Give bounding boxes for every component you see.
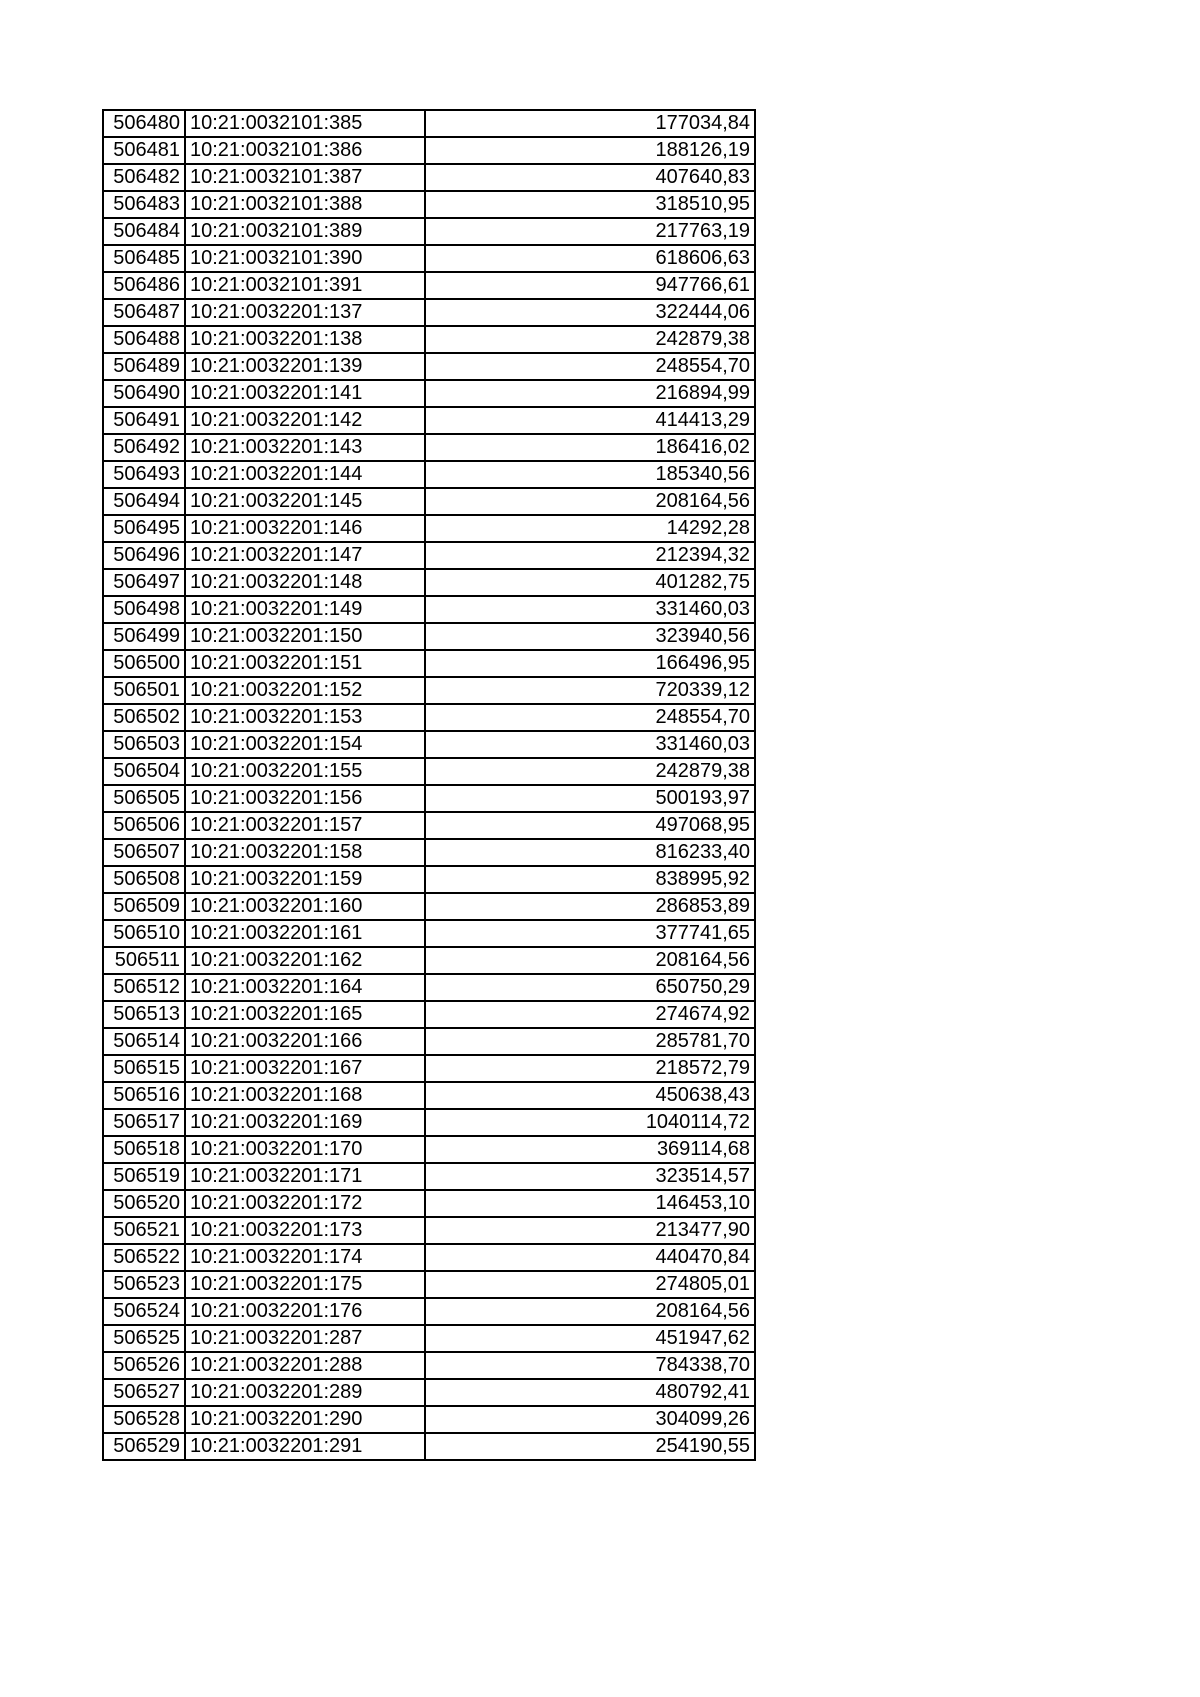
table-row — [103, 758, 755, 785]
row-number-cell: 506493 — [103, 461, 185, 488]
row-number-cell: 506518 — [103, 1136, 185, 1163]
row-number-cell: 506490 — [103, 380, 185, 407]
data-table — [102, 109, 756, 1461]
value-cell: 500193,97 — [425, 785, 755, 812]
value-cell: 242879,38 — [425, 758, 755, 785]
table-row — [103, 785, 755, 812]
row-number-cell: 506501 — [103, 677, 185, 704]
table-row — [103, 1406, 755, 1433]
row-number-cell: 506525 — [103, 1325, 185, 1352]
cadastral-number-cell: 10:21:0032201:162 — [185, 947, 425, 974]
value-cell: 285781,70 — [425, 1028, 755, 1055]
value-cell: 650750,29 — [425, 974, 755, 1001]
row-number-cell: 506494 — [103, 488, 185, 515]
cadastral-number-cell: 10:21:0032201:149 — [185, 596, 425, 623]
cadastral-number-cell: 10:21:0032201:173 — [185, 1217, 425, 1244]
value-cell: 212394,32 — [425, 542, 755, 569]
row-number-cell: 506515 — [103, 1055, 185, 1082]
cadastral-number-cell: 10:21:0032201:171 — [185, 1163, 425, 1190]
row-number-cell: 506524 — [103, 1298, 185, 1325]
table-row — [103, 353, 755, 380]
row-number-cell: 506480 — [103, 110, 185, 137]
table-row — [103, 677, 755, 704]
row-number-cell: 506527 — [103, 1379, 185, 1406]
cadastral-number-cell: 10:21:0032201:175 — [185, 1271, 425, 1298]
value-cell: 318510,95 — [425, 191, 755, 218]
value-cell: 208164,56 — [425, 947, 755, 974]
value-cell: 838995,92 — [425, 866, 755, 893]
cadastral-number-cell: 10:21:0032101:386 — [185, 137, 425, 164]
value-cell: 242879,38 — [425, 326, 755, 353]
table-row — [103, 272, 755, 299]
cadastral-number-cell: 10:21:0032201:170 — [185, 1136, 425, 1163]
row-number-cell: 506500 — [103, 650, 185, 677]
cadastral-number-cell: 10:21:0032201:166 — [185, 1028, 425, 1055]
table-row — [103, 704, 755, 731]
row-number-cell: 506481 — [103, 137, 185, 164]
value-cell: 186416,02 — [425, 434, 755, 461]
cadastral-number-cell: 10:21:0032201:167 — [185, 1055, 425, 1082]
row-number-cell: 506488 — [103, 326, 185, 353]
cadastral-number-cell: 10:21:0032201:139 — [185, 353, 425, 380]
row-number-cell: 506509 — [103, 893, 185, 920]
row-number-cell: 506487 — [103, 299, 185, 326]
cadastral-number-cell: 10:21:0032201:152 — [185, 677, 425, 704]
value-cell: 248554,70 — [425, 353, 755, 380]
table-row — [103, 866, 755, 893]
table-row — [103, 731, 755, 758]
row-number-cell: 506486 — [103, 272, 185, 299]
value-cell: 217763,19 — [425, 218, 755, 245]
cadastral-number-cell: 10:21:0032201:138 — [185, 326, 425, 353]
value-cell: 784338,70 — [425, 1352, 755, 1379]
cadastral-number-cell: 10:21:0032201:168 — [185, 1082, 425, 1109]
value-cell: 377741,65 — [425, 920, 755, 947]
row-number-cell: 506529 — [103, 1433, 185, 1460]
cadastral-number-cell: 10:21:0032201:161 — [185, 920, 425, 947]
cadastral-number-cell: 10:21:0032201:291 — [185, 1433, 425, 1460]
row-number-cell: 506507 — [103, 839, 185, 866]
cadastral-number-cell: 10:21:0032201:145 — [185, 488, 425, 515]
cadastral-number-cell: 10:21:0032201:154 — [185, 731, 425, 758]
value-cell: 401282,75 — [425, 569, 755, 596]
cadastral-number-cell: 10:21:0032201:141 — [185, 380, 425, 407]
row-number-cell: 506489 — [103, 353, 185, 380]
cadastral-number-cell: 10:21:0032101:389 — [185, 218, 425, 245]
value-cell: 166496,95 — [425, 650, 755, 677]
table-row — [103, 1217, 755, 1244]
value-cell: 216894,99 — [425, 380, 755, 407]
table-row — [103, 164, 755, 191]
row-number-cell: 506522 — [103, 1244, 185, 1271]
table-row — [103, 110, 755, 137]
cadastral-number-cell: 10:21:0032201:157 — [185, 812, 425, 839]
row-number-cell: 506512 — [103, 974, 185, 1001]
cadastral-number-cell: 10:21:0032201:289 — [185, 1379, 425, 1406]
value-cell: 254190,55 — [425, 1433, 755, 1460]
row-number-cell: 506483 — [103, 191, 185, 218]
table-row — [103, 1352, 755, 1379]
table-row — [103, 1001, 755, 1028]
cadastral-number-cell: 10:21:0032201:146 — [185, 515, 425, 542]
value-cell: 14292,28 — [425, 515, 755, 542]
value-cell: 274805,01 — [425, 1271, 755, 1298]
row-number-cell: 506495 — [103, 515, 185, 542]
value-cell: 947766,61 — [425, 272, 755, 299]
table-row — [103, 299, 755, 326]
value-cell: 450638,43 — [425, 1082, 755, 1109]
table-row — [103, 245, 755, 272]
table-row — [103, 218, 755, 245]
cadastral-number-cell: 10:21:0032201:169 — [185, 1109, 425, 1136]
row-number-cell: 506520 — [103, 1190, 185, 1217]
table-row — [103, 434, 755, 461]
table-row — [103, 1109, 755, 1136]
table-row — [103, 1055, 755, 1082]
table-row — [103, 1082, 755, 1109]
cadastral-number-cell: 10:21:0032201:144 — [185, 461, 425, 488]
table-row — [103, 974, 755, 1001]
cadastral-number-cell: 10:21:0032201:287 — [185, 1325, 425, 1352]
cadastral-number-cell: 10:21:0032201:174 — [185, 1244, 425, 1271]
table-row — [103, 1136, 755, 1163]
table-row — [103, 1298, 755, 1325]
cadastral-number-cell: 10:21:0032201:176 — [185, 1298, 425, 1325]
table-row — [103, 650, 755, 677]
table-row — [103, 407, 755, 434]
table-row — [103, 920, 755, 947]
row-number-cell: 506511 — [103, 947, 185, 974]
value-cell: 213477,90 — [425, 1217, 755, 1244]
cadastral-number-cell: 10:21:0032101:387 — [185, 164, 425, 191]
value-cell: 407640,83 — [425, 164, 755, 191]
table-row — [103, 1379, 755, 1406]
value-cell: 323514,57 — [425, 1163, 755, 1190]
value-cell: 218572,79 — [425, 1055, 755, 1082]
table-row — [103, 326, 755, 353]
table-row — [103, 380, 755, 407]
table-row — [103, 596, 755, 623]
table-row — [103, 542, 755, 569]
cadastral-number-cell: 10:21:0032201:158 — [185, 839, 425, 866]
row-number-cell: 506503 — [103, 731, 185, 758]
row-number-cell: 506513 — [103, 1001, 185, 1028]
row-number-cell: 506496 — [103, 542, 185, 569]
value-cell: 369114,68 — [425, 1136, 755, 1163]
value-cell: 146453,10 — [425, 1190, 755, 1217]
table-row — [103, 488, 755, 515]
cadastral-number-cell: 10:21:0032201:148 — [185, 569, 425, 596]
cadastral-number-cell: 10:21:0032201:172 — [185, 1190, 425, 1217]
row-number-cell: 506502 — [103, 704, 185, 731]
cadastral-number-cell: 10:21:0032201:147 — [185, 542, 425, 569]
cadastral-number-cell: 10:21:0032201:137 — [185, 299, 425, 326]
value-cell: 322444,06 — [425, 299, 755, 326]
value-cell: 304099,26 — [425, 1406, 755, 1433]
row-number-cell: 506514 — [103, 1028, 185, 1055]
value-cell: 188126,19 — [425, 137, 755, 164]
value-cell: 1040114,72 — [425, 1109, 755, 1136]
value-cell: 331460,03 — [425, 596, 755, 623]
cadastral-number-cell: 10:21:0032101:390 — [185, 245, 425, 272]
cadastral-number-cell: 10:21:0032201:142 — [185, 407, 425, 434]
cadastral-number-cell: 10:21:0032201:151 — [185, 650, 425, 677]
value-cell: 274674,92 — [425, 1001, 755, 1028]
cadastral-number-cell: 10:21:0032201:290 — [185, 1406, 425, 1433]
table-row — [103, 947, 755, 974]
table-row — [103, 1433, 755, 1460]
cadastral-number-cell: 10:21:0032201:143 — [185, 434, 425, 461]
row-number-cell: 506484 — [103, 218, 185, 245]
value-cell: 323940,56 — [425, 623, 755, 650]
cadastral-number-cell: 10:21:0032201:150 — [185, 623, 425, 650]
cadastral-number-cell: 10:21:0032201:156 — [185, 785, 425, 812]
value-cell: 618606,63 — [425, 245, 755, 272]
value-cell: 248554,70 — [425, 704, 755, 731]
value-cell: 208164,56 — [425, 488, 755, 515]
table-row — [103, 1325, 755, 1352]
table-row — [103, 812, 755, 839]
cadastral-number-cell: 10:21:0032201:164 — [185, 974, 425, 1001]
row-number-cell: 506499 — [103, 623, 185, 650]
cadastral-number-cell: 10:21:0032201:288 — [185, 1352, 425, 1379]
value-cell: 208164,56 — [425, 1298, 755, 1325]
table-row — [103, 515, 755, 542]
row-number-cell: 506517 — [103, 1109, 185, 1136]
value-cell: 185340,56 — [425, 461, 755, 488]
row-number-cell: 506485 — [103, 245, 185, 272]
row-number-cell: 506492 — [103, 434, 185, 461]
row-number-cell: 506482 — [103, 164, 185, 191]
cadastral-number-cell: 10:21:0032201:155 — [185, 758, 425, 785]
table-row — [103, 1244, 755, 1271]
value-cell: 480792,41 — [425, 1379, 755, 1406]
row-number-cell: 506505 — [103, 785, 185, 812]
table-row — [103, 191, 755, 218]
row-number-cell: 506510 — [103, 920, 185, 947]
table-row — [103, 1271, 755, 1298]
table-row — [103, 839, 755, 866]
row-number-cell: 506504 — [103, 758, 185, 785]
row-number-cell: 506528 — [103, 1406, 185, 1433]
cadastral-number-cell: 10:21:0032101:388 — [185, 191, 425, 218]
table-body — [103, 110, 755, 1460]
table-row — [103, 1028, 755, 1055]
table-row — [103, 623, 755, 650]
row-number-cell: 506526 — [103, 1352, 185, 1379]
row-number-cell: 506519 — [103, 1163, 185, 1190]
table-row — [103, 1163, 755, 1190]
table-row — [103, 1190, 755, 1217]
value-cell: 440470,84 — [425, 1244, 755, 1271]
row-number-cell: 506491 — [103, 407, 185, 434]
value-cell: 816233,40 — [425, 839, 755, 866]
row-number-cell: 506497 — [103, 569, 185, 596]
cadastral-number-cell: 10:21:0032101:385 — [185, 110, 425, 137]
table-row — [103, 461, 755, 488]
value-cell: 497068,95 — [425, 812, 755, 839]
value-cell: 331460,03 — [425, 731, 755, 758]
table-row — [103, 569, 755, 596]
row-number-cell: 506523 — [103, 1271, 185, 1298]
table-row — [103, 893, 755, 920]
cadastral-number-cell: 10:21:0032101:391 — [185, 272, 425, 299]
value-cell: 451947,62 — [425, 1325, 755, 1352]
table-row — [103, 137, 755, 164]
value-cell: 414413,29 — [425, 407, 755, 434]
row-number-cell: 506506 — [103, 812, 185, 839]
row-number-cell: 506521 — [103, 1217, 185, 1244]
value-cell: 177034,84 — [425, 110, 755, 137]
cadastral-number-cell: 10:21:0032201:165 — [185, 1001, 425, 1028]
row-number-cell: 506498 — [103, 596, 185, 623]
value-cell: 720339,12 — [425, 677, 755, 704]
cadastral-number-cell: 10:21:0032201:160 — [185, 893, 425, 920]
cadastral-number-cell: 10:21:0032201:153 — [185, 704, 425, 731]
row-number-cell: 506516 — [103, 1082, 185, 1109]
row-number-cell: 506508 — [103, 866, 185, 893]
value-cell: 286853,89 — [425, 893, 755, 920]
cadastral-number-cell: 10:21:0032201:159 — [185, 866, 425, 893]
